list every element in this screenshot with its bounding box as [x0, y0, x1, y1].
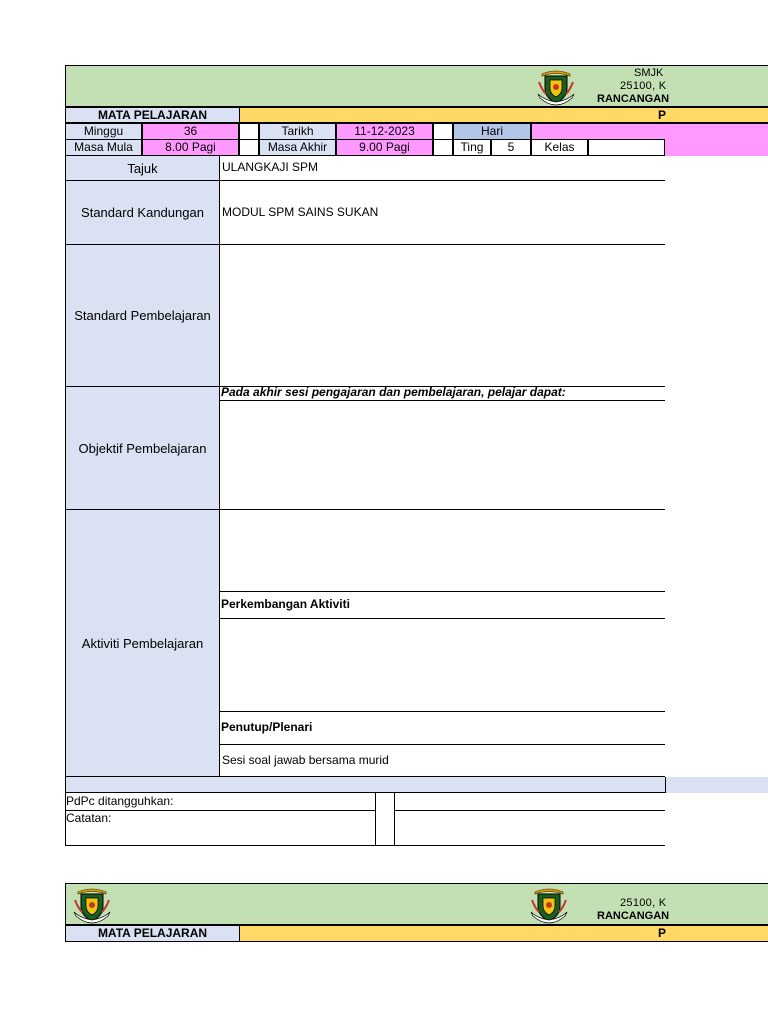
separator-band: [65, 776, 665, 793]
document-title: RANCANGAN: [597, 93, 670, 105]
page-crop-mask: [665, 793, 768, 883]
spacer-cell: [433, 139, 453, 156]
standard-kandungan-label: Standard Kandungan: [81, 205, 204, 220]
penutup-plenari-heading: Penutup/Plenari: [221, 720, 313, 734]
masa-mula-value[interactable]: 8.00 Pagi: [142, 139, 239, 156]
minggu-label: Minggu: [65, 123, 142, 140]
subject-value-text: P: [658, 926, 667, 940]
perkembangan-aktiviti-heading: Perkembangan Aktiviti: [221, 597, 350, 611]
row-divider: [220, 591, 665, 592]
school-address-line: 25100, K: [620, 80, 667, 92]
row-divider: [65, 845, 665, 846]
row-divider: [220, 618, 665, 619]
subject-value: [240, 925, 768, 942]
separator-band-overflow: [665, 777, 768, 793]
spacer-cell: [239, 123, 259, 140]
minggu-value[interactable]: 36: [142, 123, 239, 140]
hari-label: Hari: [453, 123, 531, 140]
kelas-value-overflow: [665, 139, 768, 156]
school-crest-icon: [536, 68, 576, 106]
row-divider: [220, 400, 665, 401]
row-divider: [65, 810, 375, 811]
school-address-line: 25100, K: [620, 897, 667, 909]
subject-value-text: P: [658, 108, 667, 122]
standard-pembelajaran-label: Standard Pembelajaran: [74, 308, 211, 323]
subject-label: MATA PELAJARAN: [65, 107, 240, 123]
hari-value[interactable]: [531, 123, 768, 140]
document-title: RANCANGAN: [597, 910, 670, 922]
masa-akhir-value[interactable]: 9.00 Pagi: [336, 139, 433, 156]
school-crest-icon: [68, 886, 116, 924]
ting-value[interactable]: 5: [491, 139, 531, 156]
kelas-value[interactable]: [588, 139, 665, 156]
penutup-plenari-value[interactable]: Sesi soal jawab bersama murid: [222, 753, 389, 767]
school-name-line1: SMJK: [634, 67, 664, 79]
subject-value: [240, 107, 768, 123]
objektif-pembelajaran-label: Objektif Pembelajaran: [78, 440, 207, 456]
spacer-cell: [239, 139, 259, 156]
school-crest-icon: [527, 886, 571, 924]
tajuk-value[interactable]: ULANGKAJI SPM: [222, 160, 319, 174]
tarikh-label: Tarikh: [259, 123, 336, 140]
kelas-label: Kelas: [531, 139, 588, 156]
ting-label: Ting: [453, 139, 491, 156]
tarikh-value[interactable]: 11-12-2023: [336, 123, 433, 140]
col-divider: [394, 793, 395, 845]
aktiviti-pembelajaran-label: Aktiviti Pembelajaran: [81, 635, 204, 651]
catatan-label: Catatan:: [66, 811, 112, 825]
page-crop-mask: [665, 156, 768, 776]
col-divider: [375, 793, 376, 845]
masa-mula-label: Masa Mula: [65, 139, 142, 156]
spacer-cell: [433, 123, 453, 140]
tajuk-label: Tajuk: [127, 160, 158, 176]
subject-label: MATA PELAJARAN: [65, 925, 240, 942]
row-divider: [220, 744, 665, 745]
standard-kandungan-value[interactable]: MODUL SPM SAINS SUKAN: [222, 205, 379, 219]
objektif-intro-text: Pada akhir sesi pengajaran dan pembelajaran, pelajar dapat:: [221, 385, 566, 399]
row-divider: [394, 810, 665, 811]
col-divider: [65, 793, 66, 845]
masa-akhir-label: Masa Akhir: [259, 139, 336, 156]
pdpc-ditangguhkan-label: PdPc ditangguhkan:: [66, 794, 174, 808]
row-divider: [220, 711, 665, 712]
